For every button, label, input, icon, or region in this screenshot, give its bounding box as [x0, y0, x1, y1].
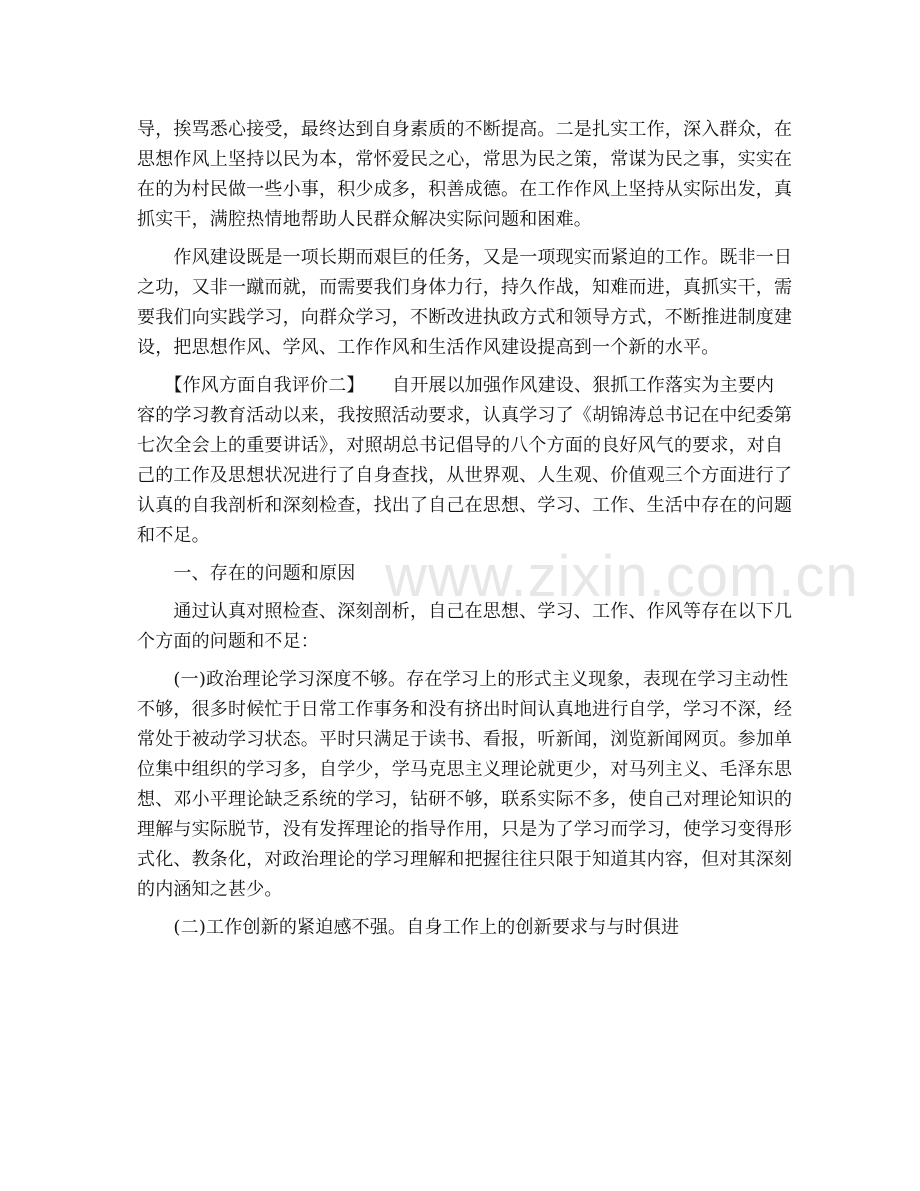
text-line: 不够，很多时候忙于日常工作事务和没有挤出时间认真地进行自学，学习不深，经: [137, 699, 793, 720]
text-line: 作风建设既是一项长期而艰巨的任务，又是一项现实而紧迫的工作。既非一日: [137, 247, 793, 268]
text-line: 要我们向实践学习，向群众学习，不断改进执政方式和领导方式，不断推进制度建: [137, 307, 793, 328]
text-line: 位集中组织的学习多，自学少，学马克思主义理论就更少，对马列主义、毛泽东思: [137, 759, 793, 780]
text-line: 想、邓小平理论缺乏系统的学习，钻研不够，联系实际不多，使自己对理论知识的: [137, 789, 793, 810]
text-line: 通过认真对照检查、深刻剖析，自己在思想、学习、工作、作风等存在以下几: [137, 601, 793, 622]
paragraph-7: [137, 913, 787, 943]
text-line: 常处于被动学习状态。平时只满足于读书、看报，听新闻，浏览新闻网页。参加单: [137, 729, 793, 750]
paragraph-3-section-heading: [137, 371, 793, 551]
text-line: 式化、教条化，对政治理论的学习理解和把握往往只限于知道其内容，但对其深刻: [137, 849, 793, 870]
text-line: 设，把思想作风、学风、工作作风和生活作风建设提高到一个新的水平。: [137, 337, 720, 358]
text-line: 一、存在的问题和原因: [137, 563, 356, 584]
text-line: 和不足。: [137, 525, 210, 546]
watermark: www.zixin.com.cn: [385, 544, 859, 609]
text-line: (一)政治理论学习深度不够。存在学习上的形式主义现象，表现在学习主动性: [137, 669, 789, 690]
paragraph-2: [137, 243, 793, 363]
text-line: (二)工作创新的紧迫感不强。自身工作上的创新要求与与时俱进: [137, 917, 680, 938]
paragraph-1: [137, 115, 793, 235]
text-line: 理解与实际脱节，没有发挥理论的指导作用，只是为了学习而学习，使学习变得形: [137, 819, 793, 840]
text-line: 抓实干，满腔热情地帮助人民群众解决实际问题和困难。: [137, 209, 592, 230]
text-line: 己的工作及思想状况进行了自身查找，从世界观、人生观、价值观三个方面进行了: [137, 465, 793, 486]
text-line: 在的为村民做一些小事，积少成多，积善成德。在工作作风上坚持从实际出发，真: [137, 179, 793, 200]
paragraph-6: [137, 665, 793, 905]
text-line: 之功，又非一蹴而就，而需要我们身体力行，持久作战，知难而进，真抓实干，需: [137, 277, 793, 298]
paragraph-4-subheading: [137, 559, 787, 589]
text-line: 容的学习教育活动以来，我按照活动要求，认真学习了《胡锦涛总书记在中纪委第: [137, 405, 793, 426]
text-line: 个方面的问题和不足：: [137, 631, 319, 652]
document-body: [137, 115, 793, 943]
text-line: 认真的自我剖析和深刻检查，找出了自己在思想、学习、工作、生活中存在的问题: [137, 495, 793, 516]
text-line: 的内涵知之甚少。: [137, 879, 283, 900]
text-line: 思想作风上坚持以民为本，常怀爱民之心，常思为民之策，常谋为民之事，实实在: [137, 149, 793, 170]
paragraph-5: [137, 597, 793, 657]
text-line: 七次全会上的重要讲话》，对照胡总书记倡导的八个方面的良好风气的要求，对自: [137, 435, 784, 456]
text-line: 【作风方面自我评价二】 自开展以加强作风建设、狠抓工作落实为主要内: [137, 375, 775, 396]
text-line: 导，挨骂悉心接受，最终达到自身素质的不断提高。二是扎实工作，深入群众，在: [137, 119, 793, 140]
